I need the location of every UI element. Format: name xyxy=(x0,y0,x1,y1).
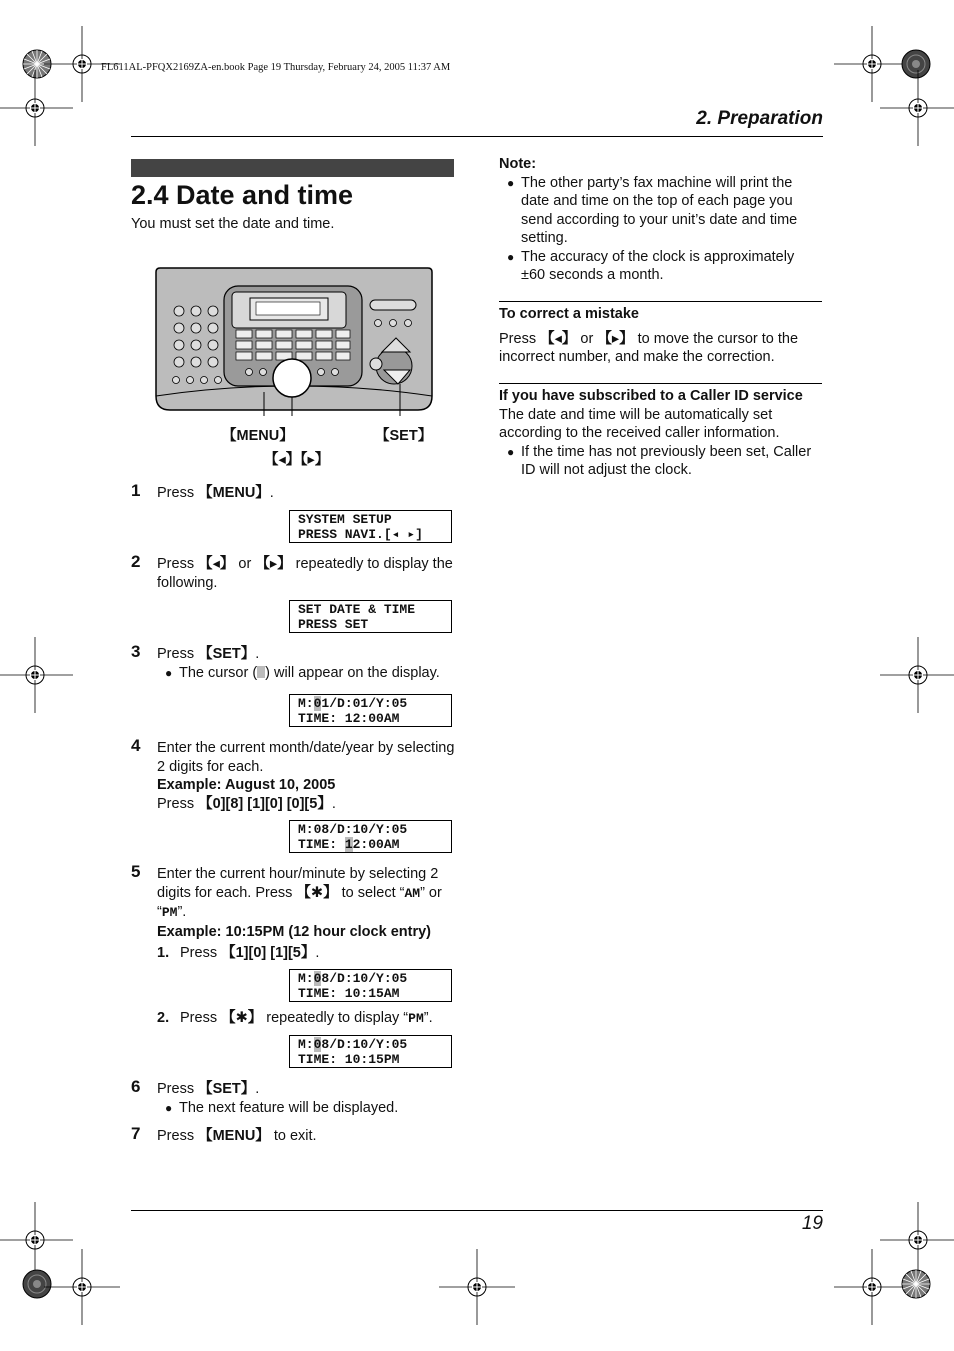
section-title: 2.4 Date and time xyxy=(131,180,354,210)
step-1: 1 Press 【MENU】. xyxy=(131,481,274,501)
step-3: 3 Press 【SET】. ● The cursor ( ) will appear on the display. xyxy=(131,642,440,681)
lcd-display: M:08/D:10/Y:05 TIME: 10:15AM xyxy=(289,969,452,1002)
step-2: 2 Press 【◂】 or 【▸】 repeatedly to display the following. xyxy=(131,552,453,591)
step-5: 5 Enter the current hour/minute by selecting 2 digits for each. Press 【✱】 to select “AM” or “PM”. Example: 10:15PM (12 hour clock entry) 1. Press 【1][0] [1][5】. xyxy=(131,862,442,961)
fax-machine-illustration xyxy=(152,266,437,416)
section-intro: You must set the date and time. xyxy=(131,216,335,232)
footer-rule xyxy=(131,1210,823,1211)
caller-id-section: If you have subscribed to a Caller ID service The date and time will be automatically set according to the received caller information. ● If the time has not previously been set, Caller ID will not adjust the clock. xyxy=(499,388,812,478)
section-bar xyxy=(131,159,454,177)
lcd-display: M:01/D:01/Y:05 TIME: 12:00AM xyxy=(289,694,452,727)
lcd-display: M:08/D:10/Y:05 TIME: 12:00AM xyxy=(289,820,452,853)
divider xyxy=(499,383,822,384)
menu-button-label: 【MENU】 xyxy=(222,428,294,444)
chapter-title: 2. Preparation xyxy=(696,108,823,129)
note-section: Note: ● The other party’s fax machine will print the date and time on the top of each page you send according to your unit’s date and time setting. ● The accuracy of the clock is approximately ±60 seconds a month. xyxy=(499,156,798,283)
navigator-keys-label: 【◂】【▸】 xyxy=(264,452,330,468)
step-6: 6 Press 【SET】. ● The next feature will be displayed. xyxy=(131,1077,399,1116)
correct-mistake-section: To correct a mistake Press 【◂】 or 【▸】 to move the cursor to the incorrect number, and make the correction. xyxy=(499,306,799,365)
step-7: 7 Press 【MENU】 to exit. xyxy=(131,1124,317,1144)
file-slug: FL611AL-PFQX2169ZA-en.book Page 19 Thursday, February 24, 2005 11:37 AM xyxy=(101,62,451,73)
cursor-icon xyxy=(257,666,265,678)
lcd-display: SET DATE & TIME PRESS SET xyxy=(289,600,452,633)
step-5-sub-2: 2. Press 【✱】 repeatedly to display “PM”. xyxy=(157,1010,433,1026)
lcd-display: SYSTEM SETUP PRESS NAVI.[◂ ▸] xyxy=(289,510,452,543)
step-4: 4 Enter the current month/date/year by selecting 2 digits for each. Example: August 10, 2005 Press 【0][8] [1][0] [0][5】. xyxy=(131,736,455,812)
lcd-display: M:08/D:10/Y:05 TIME: 10:15PM xyxy=(289,1035,452,1068)
divider xyxy=(499,301,822,302)
header-rule xyxy=(131,136,823,137)
page-number: 19 xyxy=(801,1213,823,1234)
set-button-label: 【SET】 xyxy=(375,428,433,444)
